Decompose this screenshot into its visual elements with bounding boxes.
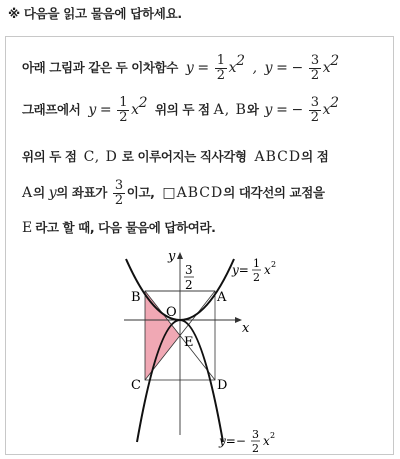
curve1-label-denominator: 2 — [253, 271, 260, 284]
math-lhs: y = — [185, 60, 209, 76]
fraction-numerator: 3 — [310, 53, 319, 68]
curve2-label-var: x — [263, 434, 270, 448]
label-x-axis: x — [242, 321, 250, 336]
label-point-b: B — [131, 290, 141, 305]
math-exponent: 2 — [236, 53, 245, 69]
math-lhs: y = − — [264, 60, 303, 76]
label-point-a: A — [217, 290, 227, 305]
math-exponent: 2 — [138, 95, 148, 111]
text-segment: 의 대각선의 교점을 — [223, 185, 325, 200]
curve2-label-numerator: 3 — [252, 428, 259, 441]
text-segment: 로 이루어지는 직사각형 — [121, 149, 247, 164]
rectangle-label: □ABCD — [162, 185, 224, 201]
point-label: E — [22, 220, 34, 236]
point-label: A — [22, 185, 34, 201]
text-segment: 의 점 — [301, 149, 329, 164]
text-segment: 그래프에서 — [22, 102, 81, 117]
curve1-label-exp: 2 — [271, 260, 277, 269]
text-segment: 위의 두 점 — [22, 149, 77, 164]
fraction-denominator: 2 — [310, 68, 319, 83]
math-variable: x — [228, 60, 237, 76]
text-segment: 아래 그림과 같은 두 이차함수 — [22, 60, 178, 75]
math-variable: x — [131, 102, 139, 118]
text-segment: 위의 두 점 — [155, 102, 210, 117]
instruction-text: ※ 다음을 읽고 물음에 답하세요. — [8, 6, 182, 21]
height-fraction-denominator: 2 — [185, 278, 193, 292]
point-labels: C, D — [83, 149, 118, 165]
math-exponent: 2 — [330, 95, 339, 111]
math-lhs: y = − — [264, 102, 303, 118]
label-point-e: E — [184, 335, 194, 350]
rectangle-label: ABCD — [254, 149, 302, 165]
math-variable: x — [322, 102, 331, 118]
height-fraction-numerator: 3 — [185, 263, 193, 277]
text-segment: 의 좌표가 — [56, 185, 107, 200]
curve2-label-denominator: 2 — [252, 442, 259, 455]
text-segment: 라고 할 때, 다음 물음에 답하여라. — [35, 220, 216, 235]
curve1-label-lhs: y= — [232, 263, 249, 277]
parabola-figure — [6, 37, 395, 456]
curve2-label-exp: 2 — [270, 431, 276, 440]
math-lhs: y = — [88, 102, 112, 118]
fraction-denominator: 2 — [119, 110, 128, 125]
x-axis-arrow — [235, 317, 242, 323]
fraction-numerator: 3 — [310, 95, 319, 110]
fraction-numerator: 3 — [114, 178, 123, 193]
fraction-denominator: 2 — [310, 110, 319, 125]
text-segment: 의 — [33, 185, 45, 200]
y-axis-arrow — [177, 252, 183, 259]
text-segment: 이고, — [126, 185, 155, 200]
label-point-o: O — [166, 305, 177, 320]
label-point-c: C — [131, 378, 141, 393]
label-y-axis: y — [168, 249, 176, 264]
curve1-label-var: x — [264, 263, 271, 277]
text-segment: 와 — [246, 102, 259, 117]
math-separator: , — [252, 60, 257, 76]
fraction-denominator: 2 — [216, 68, 225, 83]
math-variable: y — [48, 185, 57, 201]
fraction-numerator: 1 — [216, 53, 225, 68]
point-labels: A, B — [213, 102, 247, 118]
label-point-d: D — [217, 378, 228, 393]
math-variable: x — [322, 60, 331, 76]
fraction-numerator: 1 — [119, 95, 128, 110]
curve1-label-numerator: 1 — [253, 257, 260, 270]
math-exponent: 2 — [330, 53, 339, 69]
fraction-denominator: 2 — [114, 193, 123, 208]
problem-box — [5, 36, 394, 455]
curve2-label-lhs: y=− — [219, 434, 246, 448]
